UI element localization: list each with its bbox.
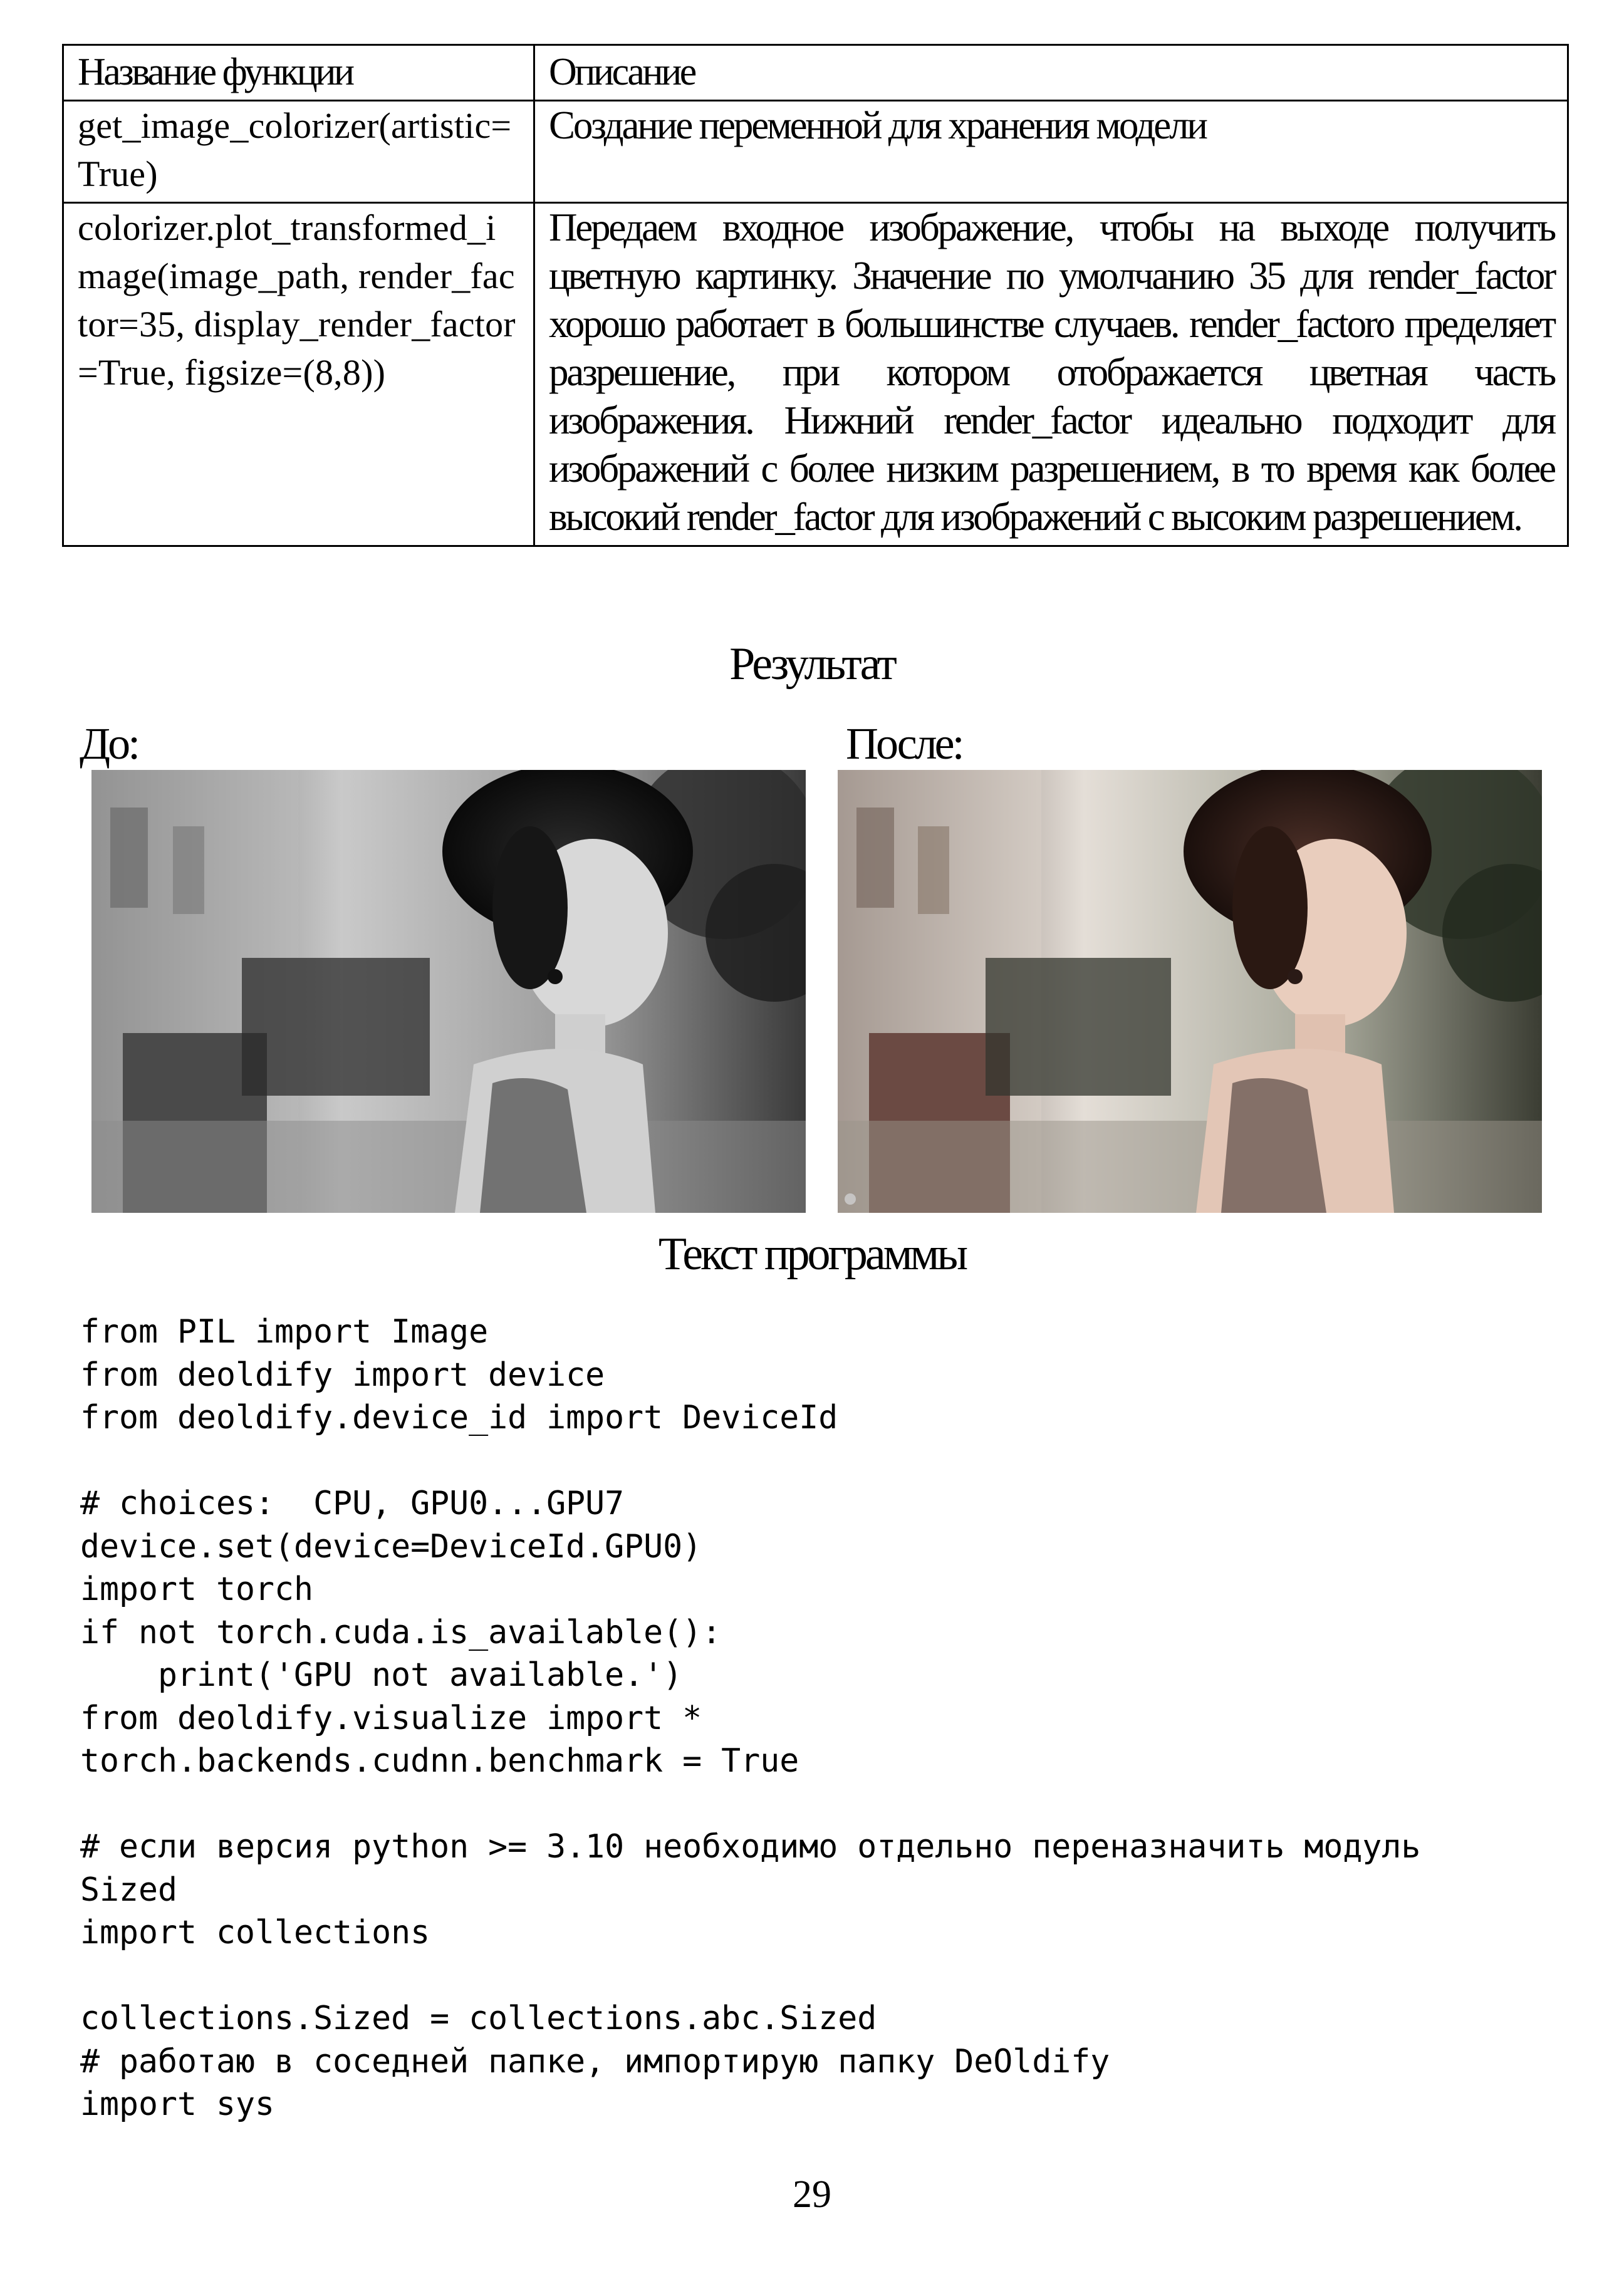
code-line: Sized: [80, 1871, 178, 1909]
function-name-cell: get_image_colorizer(artistic=True): [63, 101, 534, 203]
code-line: import collections: [80, 1914, 430, 1951]
header-function-name: Название функции: [63, 45, 534, 101]
description-cell: Создание переменной для хранения модели: [534, 101, 1568, 203]
table-row: [63, 203, 1568, 546]
code-listing: [80, 1311, 1420, 2126]
code-line: from deoldify.device_id import DeviceId: [80, 1399, 838, 1436]
table-row: [63, 101, 1568, 203]
code-line: [80, 1955, 1420, 1998]
code-line: print('GPU not available.'): [80, 1656, 683, 1694]
code-line: import torch: [80, 1571, 314, 1608]
code-heading: Текст программы: [658, 1229, 966, 1280]
table-header-row: [63, 45, 1568, 101]
before-label: До:: [80, 719, 138, 769]
code-line: torch.backends.cudnn.benchmark = True: [80, 1742, 799, 1780]
code-line: # если версия python >= 3.10 необходимо отдельно переназначить модуль: [80, 1828, 1421, 1866]
code-line: from deoldify.visualize import *: [80, 1699, 702, 1737]
code-line: from deoldify import device: [80, 1356, 605, 1394]
function-name-cell: colorizer.plot_transformed_image(image_path, render_factor=35, display_render_factor=True, figsize=(8,8)): [63, 203, 534, 546]
code-line: [80, 1440, 1420, 1483]
code-line: # choices: CPU, GPU0...GPU7: [80, 1485, 625, 1522]
code-line: device.set(device=DeviceId.GPU0): [80, 1527, 702, 1566]
code-line: # работаю в соседней папке, импортирую папку DeOldify: [80, 2042, 1110, 2080]
result-heading: Результат: [729, 638, 895, 690]
after-image: [838, 770, 1542, 1213]
code-line: [80, 1783, 1420, 1826]
before-image: [91, 770, 806, 1213]
after-label: После:: [846, 719, 962, 769]
header-description: Описание: [534, 45, 1568, 101]
page-number: 29: [793, 2173, 831, 2216]
code-line: import sys: [80, 2086, 275, 2123]
description-cell: Передаем входное изображение, чтобы на выходе получить цветную картинку. Значение по умолчанию 35 для render_factor хорошо работает в большинстве случаев. render_factoro пределяет разрешение, при котором отображается цветная часть изображения. Нижний render_factor идеально подходит для изображений с более низким разрешением, в то время как более высокий render_factor для изображений с высоким разрешением.: [534, 203, 1568, 546]
function-table: [62, 44, 1569, 547]
code-line: if not torch.cuda.is_available():: [80, 1613, 722, 1651]
code-line: from PIL import Image: [80, 1313, 489, 1351]
code-line: collections.Sized = collections.abc.Sized: [80, 2000, 877, 2037]
